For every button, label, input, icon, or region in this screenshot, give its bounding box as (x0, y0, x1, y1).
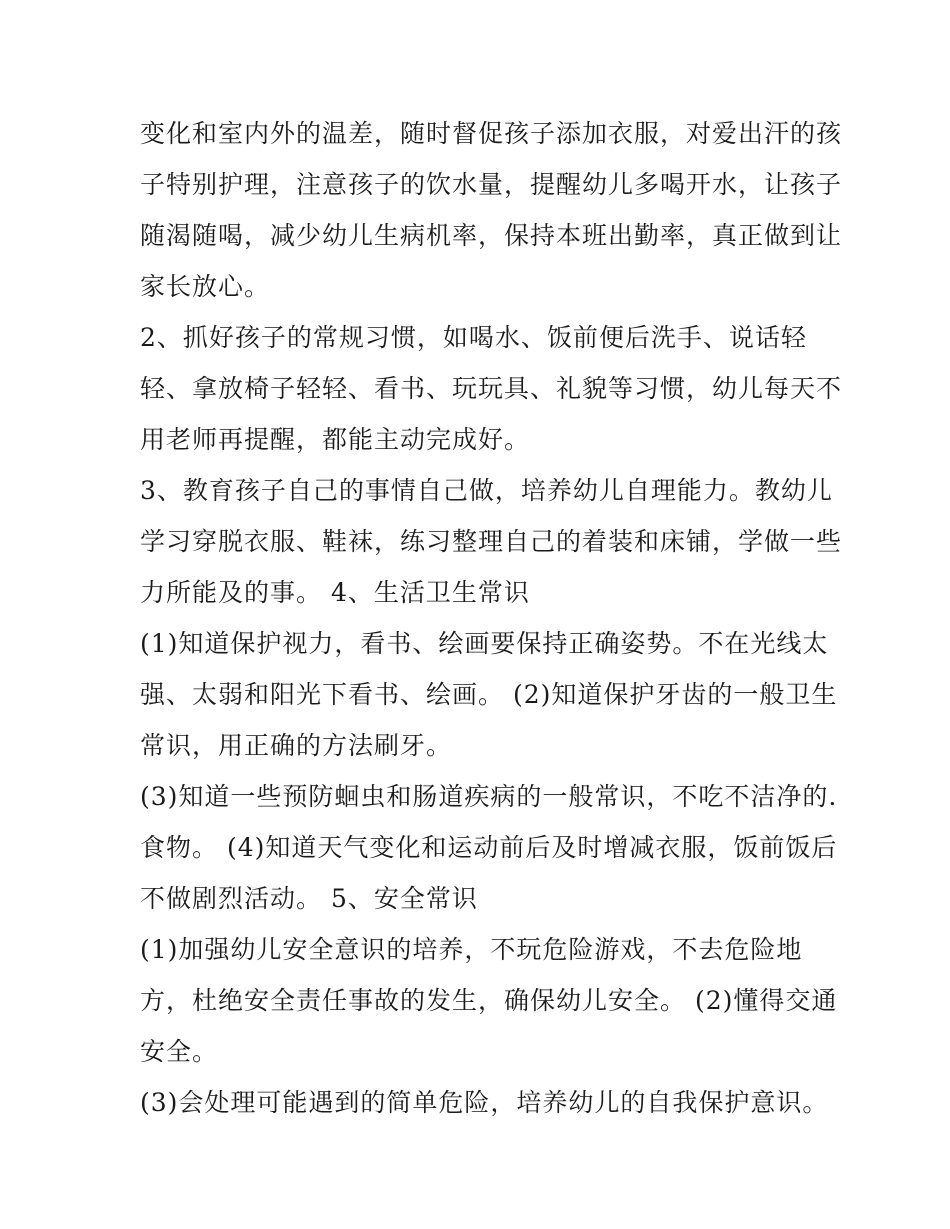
text-line: (3)会处理可能遇到的简单危险，培养幼儿的自我保护意识。 (140, 1088, 829, 1117)
text-line: (3)知道一些预防蛔虫和肠道疾病的一般常识，不吃不洁净的. (140, 782, 838, 811)
text-line: 方，杜绝安全责任事故的发生，确保幼儿安全。 (2)懂得交通 (140, 986, 838, 1015)
text-line: 子特别护理，注意孩子的饮水量，提醒幼儿多喝开水，让孩子 (140, 170, 843, 199)
text-line: 强、太弱和阳光下看书、绘画。 (2)知道保护牙齿的一般卫生 (140, 680, 838, 709)
text-line: (1)加强幼儿安全意识的培养，不玩危险游戏，不去危险地 (140, 935, 803, 964)
text-line: 安全。 (140, 1037, 219, 1066)
text-line: 不做剧烈活动。 5、安全常识 (140, 884, 478, 913)
document-body-text (140, 108, 843, 1128)
text-line: 力所能及的事。 4、生活卫生常识 (140, 578, 530, 607)
text-line: 变化和室内外的温差，随时督促孩子添加衣服，对爱出汗的孩 (140, 119, 843, 148)
text-line: 3、教育孩子自己的事情自己做，培养幼儿自理能力。教幼儿 (140, 476, 833, 505)
text-line: 用老师再提醒，都能主动完成好。 (140, 425, 531, 454)
text-line: (1)知道保护视力，看书、绘画要保持正确姿势。不在光线太 (140, 629, 829, 658)
text-line: 食物。 (4)知道天气变化和运动前后及时增减衣服，饭前饭后 (140, 833, 838, 862)
text-line: 常识，用正确的方法刷牙。 (140, 731, 453, 760)
text-line: 轻、拿放椅子轻轻、看书、玩玩具、礼貌等习惯，幼儿每天不 (140, 374, 843, 403)
text-line: 家长放心。 (140, 272, 271, 301)
text-line: 随渴随喝，减少幼儿生病机率，保持本班出勤率，真正做到让 (140, 221, 843, 250)
text-line: 学习穿脱衣服、鞋袜，练习整理自己的着装和床铺，学做一些 (140, 527, 843, 556)
text-line: 2、抓好孩子的常规习惯，如喝水、饭前便后洗手、说话轻 (140, 323, 807, 352)
